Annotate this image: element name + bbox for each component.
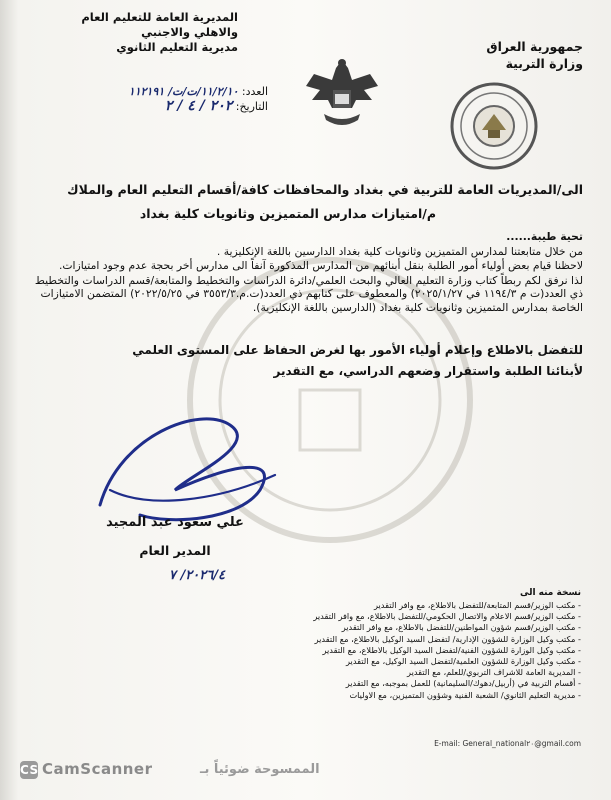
ministry-name: وزارة التربية	[505, 56, 583, 71]
number-label: العدد:	[241, 85, 268, 98]
copy-item: - مكتب الوزير/قسم الاعلام والاتصال الحكومي/للتفضل بالاطلاع، مع وافر التقدير	[313, 611, 581, 622]
copy-item: - مكتب الوزير/قسم المتابعة/للتفضل بالاطلاع، مع وافر التقدير	[374, 600, 581, 610]
copy-item: - مديرية التعليم الثانوي/ الشعبة الفنية وشؤون المتميزين، مع الاوليات	[349, 689, 581, 700]
copy-item: - أقسام التربية في (أربيل/دهوك/السليمانية) للعمل بموجبه، مع التقدير	[345, 678, 581, 689]
directorate-line: مديرية التعليم الثانوي	[116, 40, 238, 54]
signatory-title: المدير العام	[139, 543, 211, 558]
recipient-line: الى/المديريات العامة للتربية في بغداد والمحافظات كافة/أقسام التعليم العام والملاك	[67, 182, 583, 197]
footer-contact: E-mail: General_national٢٠@gmail.com	[434, 739, 581, 748]
body-paragraph: لاحظنا قيام بعض أولياء أمور الطلبة بنقل أبنائهم من المدارس المذكورة آنفاً الى مدارس أخر بحجة عدم وجود امتيازات.	[58, 259, 583, 272]
camscanner-watermark	[20, 760, 153, 779]
camscanner-logo-icon: CS	[20, 762, 39, 777]
copies-heading: نسخة منه الى	[519, 588, 581, 598]
directorate-line: المديرية العامة للتعليم العام	[81, 10, 238, 24]
camscanner-label: CamScanner	[42, 760, 153, 778]
directorate-header	[80, 10, 238, 55]
copy-item: - مكتب وكيل الوزارة للشؤون الإدارية/ لتفضل السيد الوكيل بالاطلاع، مع التقدير	[314, 633, 581, 644]
reference-block	[108, 84, 268, 114]
number-value: ١١/٢/١٠/ت/ت/ ١١٢١٩١	[128, 85, 239, 98]
signature-date: ٢٠٢٦/٤/ ٧	[169, 568, 225, 583]
closing-line: لأبنائنا الطلبة واستقرار وضعهم الدراسي، مع التقدير	[273, 364, 583, 378]
copy-item: - المديرية العامة للاشراف التربوي/للعلم، مع التقدير	[407, 667, 581, 678]
greeting: تحية طيبة......	[506, 230, 583, 243]
copy-item: - مكتب الوزير/قسم شؤون المواطنين/للتفضل بالاطلاع، مع وافر التقدير	[341, 622, 581, 633]
copies-list	[101, 600, 581, 701]
copy-item: - مكتب وكيل الوزارة للشؤون العلمية/لتفضل السيد الوكيل، مع التقدير	[346, 656, 581, 667]
date-label: التاريخ:	[235, 100, 268, 113]
ministry-header	[443, 38, 583, 72]
letter-body	[20, 230, 583, 315]
ministry-seal-icon	[448, 80, 540, 172]
iraq-eagle-emblem-icon	[302, 50, 382, 140]
closing-request	[20, 340, 583, 382]
camscanner-arabic: الممسوحة ضوئياً بـ	[200, 762, 320, 777]
body-paragraph: لذا نرفق لكم ربطاً كتاب وزارة التعليم العالي والبحث العلمي/دائرة الدراسات والتخطيط والمتابعة/قسم الدراسات والتخطيط ذي العدد(ت م ١١٩٤/٣ في ٢٠٢٥/١/٢٧) والمعطوف على كتابهم ذي العدد(ت.م.٣٥٥٣/٣ في ٢٠٢٢/٥/٢٥) المتضمن الامتيازات الخاصة بمدارس المتميزين وثانويات كلية بغداد (الدارسين باللغة الإنكليزية).	[34, 273, 583, 314]
date-value: ٢٠٢ / ٤ / ٢	[164, 98, 233, 114]
body-paragraph: من خلال متابعتنا لمدارس المتميزين وثانويات كلية بغداد الدارسين باللغة الإنكليزية .	[216, 244, 583, 258]
directorate-line: والاهلي والاجنبي	[141, 25, 238, 39]
signatory-name: علي سعود عبد المجيد	[106, 515, 244, 530]
copy-item: - مكتب وكيل الوزارة للشؤون الفنية/لتفضل السيد الوكيل بالاطلاع، مع التقدير	[322, 644, 581, 655]
closing-line: للتفضل بالاطلاع وإعلام أولياء الأمور بها لغرض الحفاظ على المستوى العلمي	[132, 343, 583, 357]
subject-line: م/امتيازات مدارس المتميزين وثانويات كلية بغداد	[139, 206, 436, 221]
handwritten-signature-icon	[80, 395, 290, 535]
country-name: جمهورية العراق	[486, 39, 583, 54]
